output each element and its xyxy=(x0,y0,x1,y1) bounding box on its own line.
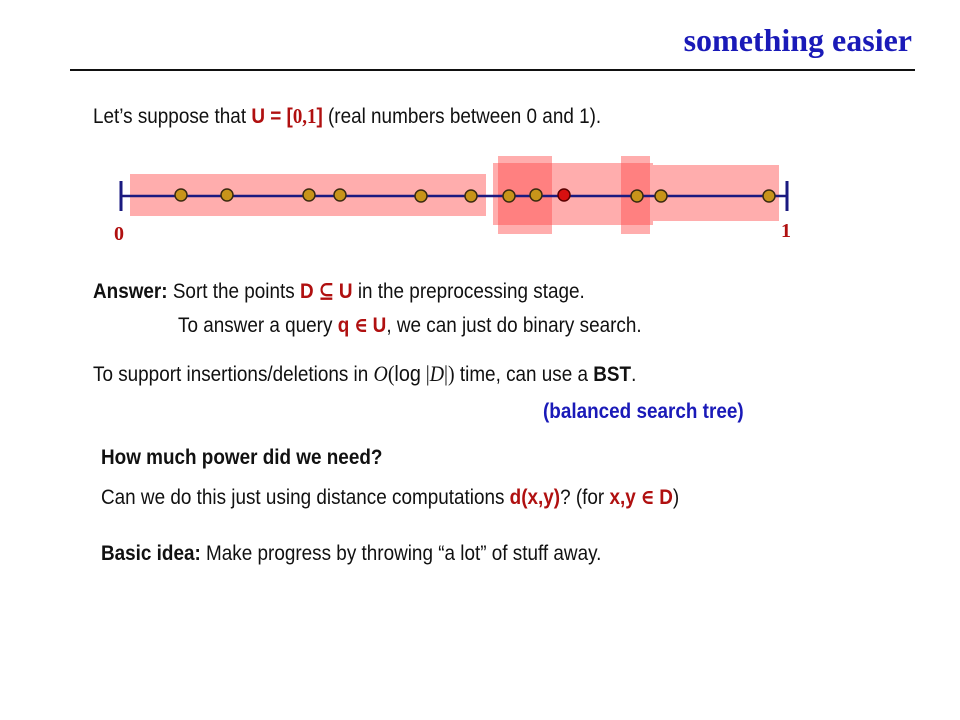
support-mid: time, can use a xyxy=(454,363,594,386)
bst-text: BST xyxy=(593,363,632,386)
set-u: U xyxy=(338,280,353,303)
answer-label: Answer: xyxy=(93,280,168,303)
formula-O: O xyxy=(373,361,388,386)
label-zero: 0 xyxy=(114,223,124,245)
data-point xyxy=(334,189,346,201)
interval-values: 0,1 xyxy=(292,104,317,128)
set-u-2: U xyxy=(372,314,387,337)
basic-idea-text: Make progress by throwing “a lot” of stuff away. xyxy=(200,542,602,565)
support-line xyxy=(93,361,636,387)
distance-mid: ? (for xyxy=(560,486,610,509)
answer-line-2 xyxy=(178,312,642,338)
distance-text: Can we do this just using distance computations xyxy=(101,486,510,509)
label-one: 1 xyxy=(781,220,791,242)
highlight-region-right xyxy=(653,165,779,221)
intro-text: Let’s suppose that xyxy=(93,105,252,128)
data-point xyxy=(655,190,667,202)
vars-xy: x,y xyxy=(609,486,636,509)
universe-symbol: U xyxy=(251,105,265,128)
interval-close: ] xyxy=(316,105,323,128)
complexity-formula: O(log |D|) xyxy=(373,361,455,386)
set-d: D xyxy=(299,280,314,303)
basic-idea-label: Basic idea: xyxy=(101,542,201,565)
data-point xyxy=(530,189,542,201)
data-point xyxy=(465,190,477,202)
data-point xyxy=(763,190,775,202)
support-end: . xyxy=(631,363,637,386)
intro-note: (real numbers between 0 and 1). xyxy=(322,105,602,128)
query-point xyxy=(558,189,570,201)
formula-log: log xyxy=(394,361,421,386)
power-question: How much power did we need? xyxy=(101,446,383,469)
set-d-2: D xyxy=(659,486,673,509)
element-symbol: ∈ xyxy=(349,313,373,337)
data-point xyxy=(175,189,187,201)
slide-title: something easier xyxy=(683,22,912,58)
answer-text-1: Sort the points xyxy=(167,280,300,303)
data-point xyxy=(503,190,515,202)
distance-function: d(x,y) xyxy=(509,486,561,509)
element-symbol-2: ∈ xyxy=(635,485,660,509)
formula-D: D xyxy=(429,361,445,386)
support-text: To support insertions/deletions in xyxy=(93,363,374,386)
data-point xyxy=(303,189,315,201)
data-point xyxy=(631,190,643,202)
bst-expansion: (balanced search tree) xyxy=(543,400,744,423)
distance-close: ) xyxy=(672,486,680,509)
query-text-end: , we can just do binary search. xyxy=(386,314,642,337)
basic-idea-line xyxy=(101,542,601,566)
query-q: q xyxy=(337,314,350,337)
answer-text-2: in the preprocessing stage. xyxy=(352,280,585,303)
data-point xyxy=(221,189,233,201)
equals-sign: = xyxy=(264,105,287,128)
query-text: To answer a query xyxy=(178,314,338,337)
distance-question xyxy=(101,484,679,510)
answer-line-1 xyxy=(93,278,585,304)
data-point xyxy=(415,190,427,202)
subset-symbol: ⊆ xyxy=(313,279,339,303)
interval-open: [ xyxy=(286,105,293,128)
